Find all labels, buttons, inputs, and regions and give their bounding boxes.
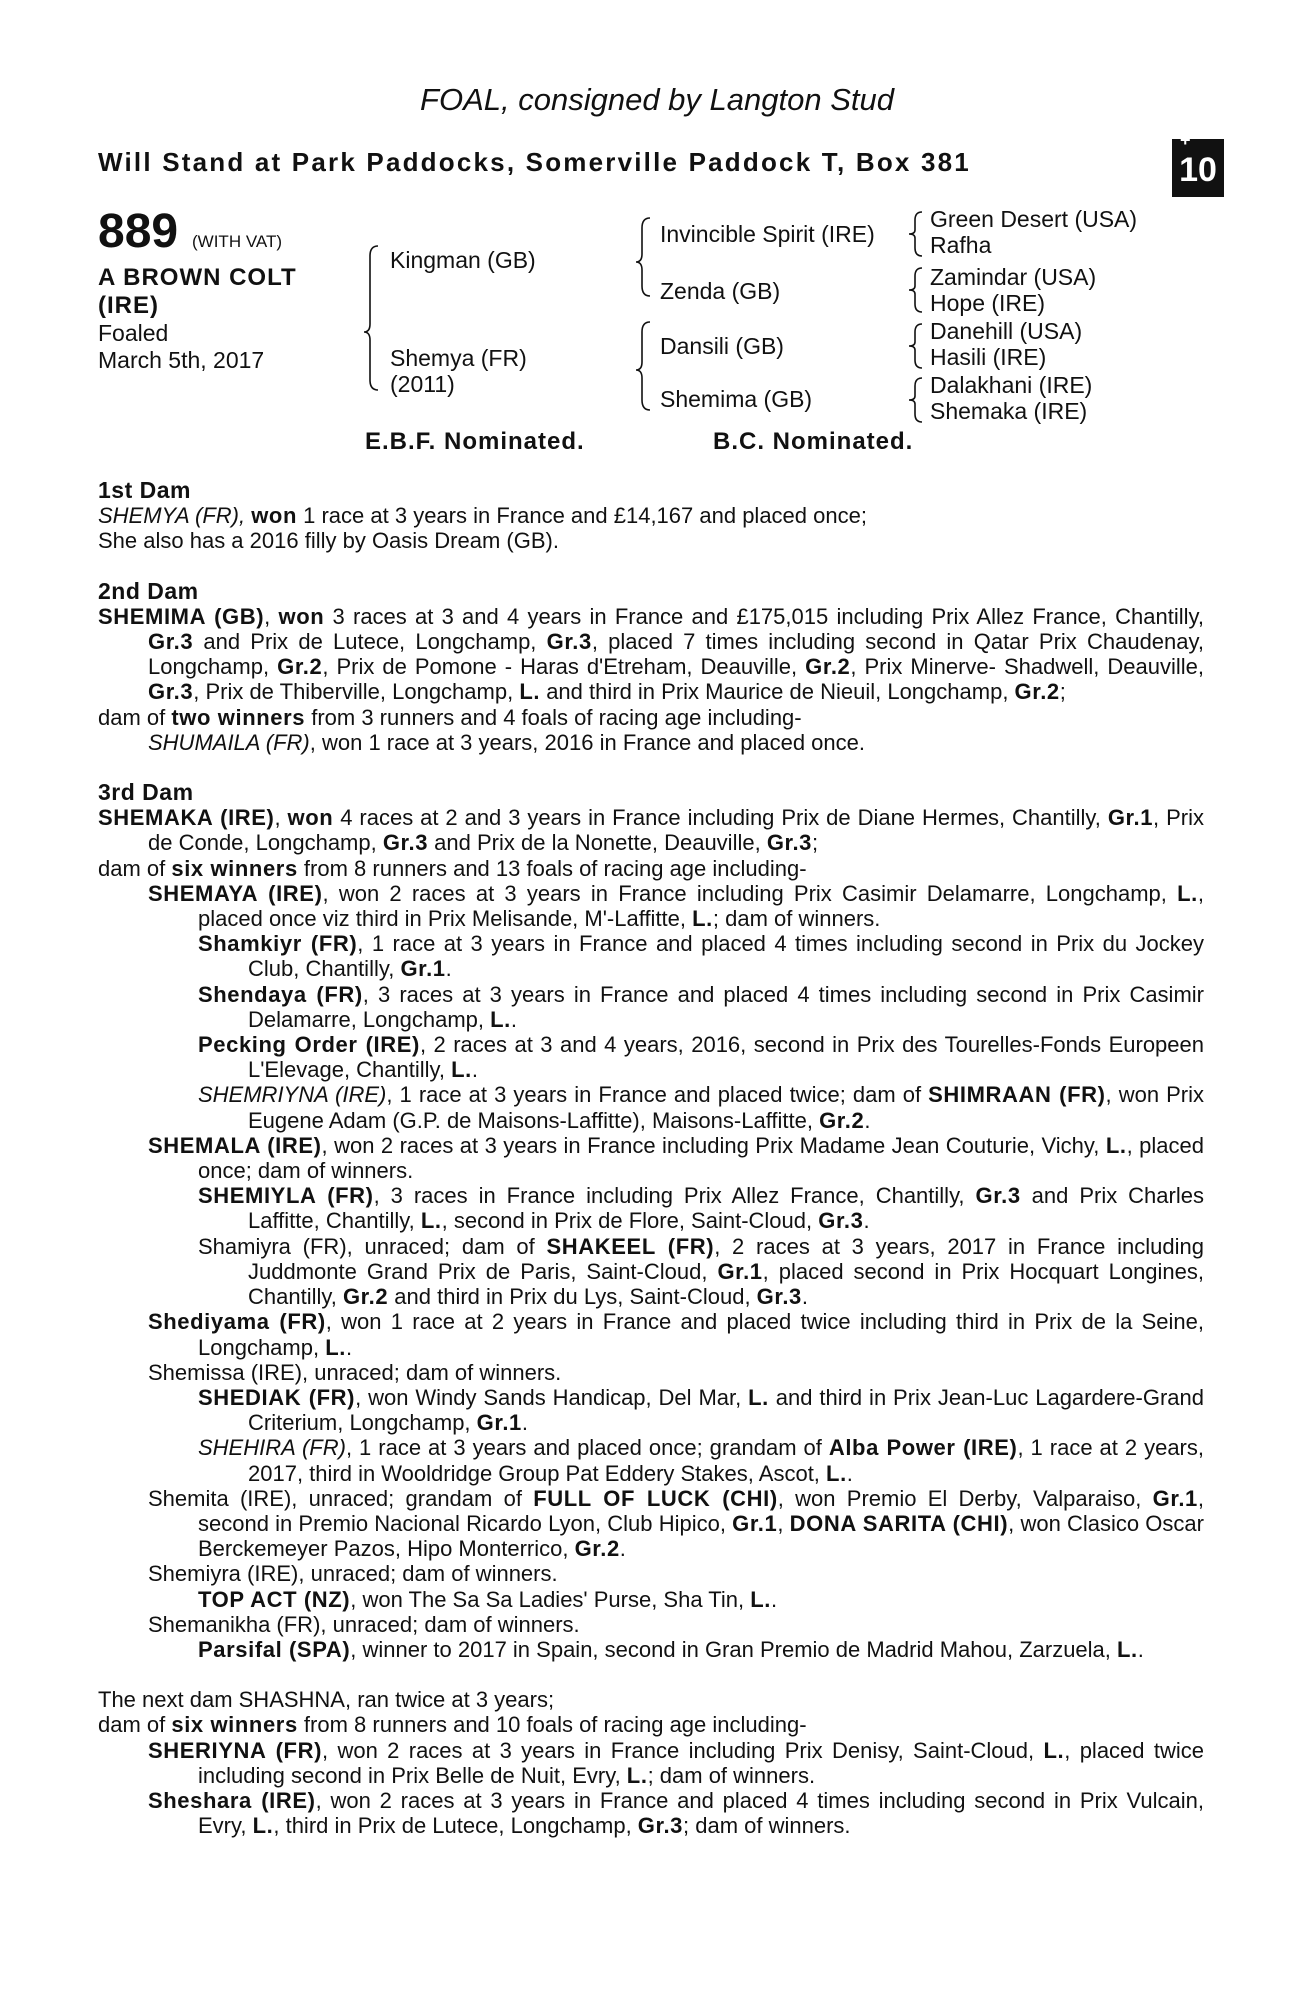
sire-sire-dam: Rafha	[930, 232, 992, 258]
bc-nominated: B.C. Nominated.	[713, 428, 914, 455]
sire-sire-sire: Green Desert (USA)	[930, 206, 1138, 232]
second-dam-record: SHEMIMA (GB), won 3 races at 3 and 4 years in France and £175,015 including Prix Allez France, Chantilly, Gr.3 and Prix de Lutece, Longchamp, Gr.3, placed 7 times including second in Qatar Prix Chaudenay, Longchamp, Gr.2, Prix de Pomone - Haras d'Etreham, Deauville, Gr.2, Prix Minerve- Shadwell, Deauville, Gr.3, Prix de Thiberville, Longchamp, L. and third in Prix Maurice de Nieuil, Longchamp, Gr.2;	[98, 603, 1204, 705]
third-dam-record: SHEMAKA (IRE), won 4 races at 2 and 3 years in France including Prix de Diane Hermes, Chantilly, Gr.1, Prix de Conde, Longchamp, Gr.3 and Prix de la Nonette, Deauville, Gr.3;	[98, 805, 1204, 856]
brace-sire-dam	[364, 246, 378, 390]
dam-dam-dam: Shemaka (IRE)	[930, 398, 1088, 424]
sire-name: Kingman (GB)	[390, 247, 536, 273]
foaled-date: March 5th, 2017	[98, 347, 265, 373]
next-dam-produce-summary: dam of six winners from 8 runners and 10 foals of racing age including-	[98, 1712, 807, 1738]
sire-dam-sire: Zamindar (USA)	[930, 264, 1097, 290]
foaled-label: Foaled	[98, 320, 169, 346]
brace-ds	[909, 324, 922, 368]
third-dam-heading: 3rd Dam	[98, 779, 194, 806]
brace-dd	[909, 378, 922, 422]
brace-sd	[909, 268, 922, 312]
brace-dam-line	[636, 322, 650, 410]
produce-shemita: Shemita (IRE), unraced; grandam of FULL OF LUCK (CHI), won Premio El Derby, Valparaiso, Gr.1, second in Premio Nacional Ricardo Lyon, Club Hipico, Gr.1, DONA SARITA (CHI), won Clasico Oscar Berckemeyer Pazos, Hipo Monterrico, Gr.2.	[148, 1485, 1204, 1562]
produce-shendaya: Shendaya (FR), 3 races at 3 years in France and placed 4 times including second in Prix Casimir Delamarre, Longchamp, L..	[198, 981, 1204, 1032]
produce-sheshara: Sheshara (IRE), won 2 races at 3 years in France and placed 4 times including second in Prix Vulcain, Evry, L., third in Prix de Lutece, Longchamp, Gr.3; dam of winners.	[148, 1787, 1204, 1839]
lot-number: 889	[98, 205, 179, 258]
produce-shediak: SHEDIAK (FR), won Windy Sands Handicap, Del Mar, L. and third in Prix Jean-Luc Lagardere-Grand Criterium, Longchamp, Gr.1.	[198, 1384, 1204, 1436]
produce-shemiyra: Shemiyra (IRE), unraced; dam of winners.	[148, 1561, 558, 1587]
produce-shemriyna: SHEMRIYNA (IRE), 1 race at 3 years in France and placed twice; dam of SHIMRAAN (FR), won Prix Eugene Adam (G.P. de Maisons-Laffitte), Maisons-Laffitte, Gr.2.	[198, 1082, 1205, 1133]
badge-number: 10	[1179, 151, 1217, 189]
produce-shehira: SHEHIRA (FR), 1 race at 3 years and placed once; grandam of Alba Power (IRE), 1 race at 2 years, 2017, third in Wooldridge Group Pat Eddery Stakes, Ascot, L..	[198, 1435, 1204, 1486]
dam-year: (2011)	[390, 371, 455, 397]
produce-sheriyna: SHERIYNA (FR), won 2 races at 3 years in France including Prix Denisy, Saint-Cloud, L., placed twice including second in Prix Belle de Nuit, Evry, L.; dam of winners.	[148, 1737, 1204, 1788]
sire-sire: Invincible Spirit (IRE)	[660, 221, 875, 247]
produce-shemala: SHEMALA (IRE), won 2 races at 3 years in France including Prix Madame Jean Couturie, Vichy, L., placed once; dam of winners.	[148, 1132, 1204, 1184]
produce-shemanikha: Shemanikha (FR), unraced; dam of winners.	[148, 1611, 580, 1637]
produce-shemissa: Shemissa (IRE), unraced; dam of winners.	[148, 1359, 562, 1385]
produce-parsifal: Parsifal (SPA), winner to 2017 in Spain, second in Gran Premio de Madrid Mahou, Zarzuela, L..	[198, 1636, 1144, 1662]
second-dam-produce-summary: dam of two winners from 3 runners and 4 foals of racing age including-	[98, 704, 802, 730]
dam-name: Shemya (FR)	[390, 345, 527, 371]
next-dam-record: The next dam SHASHNA, ran twice at 3 years;	[98, 1687, 555, 1713]
produce-shemaya: SHEMAYA (IRE), won 2 races at 3 years in France including Prix Casimir Delamarre, Longchamp, L., placed once viz third in Prix Melisande, M'-Laffitte, L.; dam of winners.	[148, 880, 1204, 932]
horse-line-2: (IRE)	[98, 292, 159, 319]
first-dam-heading: 1st Dam	[98, 477, 191, 503]
catalogue-body	[98, 478, 1204, 1838]
produce-shediyama: Shediyama (FR), won 1 race at 2 years in France and placed twice including third in Prix de la Seine, Longchamp, L..	[148, 1309, 1204, 1360]
produce-shamiyra: Shamiyra (FR), unraced; dam of SHAKEEL (FR), 2 races at 3 years, 2017 in France including Juddmonte Grand Prix de Paris, Saint-Cloud, Gr.1, placed second in Prix Hocquart Longines, Chantilly, Gr.2 and third in Prix du Lys, Saint-Cloud, Gr.3.	[198, 1233, 1205, 1310]
produce-shamkiyr: Shamkiyr (FR), 1 race at 3 years in France and placed 4 times including second in Prix du Jockey Club, Chantilly, Gr.1.	[198, 931, 1204, 982]
first-dam-produce: She also has a 2016 filly by Oasis Dream (GB).	[98, 528, 559, 554]
dam-sire: Dansili (GB)	[660, 333, 784, 359]
dam-dam: Shemima (GB)	[660, 386, 813, 412]
third-dam-produce-summary: dam of six winners from 8 runners and 13 foals of racing age including-	[98, 855, 807, 881]
produce-shumaila: SHUMAILA (FR), won 1 race at 3 years, 2016 in France and placed once.	[148, 729, 865, 755]
brace-sire-line	[636, 218, 650, 296]
sire-dam-dam: Hope (IRE)	[930, 290, 1046, 316]
produce-top-act: TOP ACT (NZ), won The Sa Sa Ladies' Purse, Sha Tin, L..	[198, 1586, 778, 1612]
dam-sire-sire: Danehill (USA)	[930, 318, 1083, 344]
ebf-nominated: E.B.F. Nominated.	[365, 428, 585, 455]
first-dam-record: SHEMYA (FR), won 1 race at 3 years in France and £14,167 and placed once;	[98, 503, 867, 529]
vat-note: (WITH VAT)	[192, 232, 283, 251]
brace-ss	[909, 212, 922, 256]
badge-plus: +	[1180, 130, 1191, 150]
produce-pecking-order: Pecking Order (IRE), 2 races at 3 and 4 years, 2016, second in Prix des Tourelles-Fonds Europeen L'Elevage, Chantilly, L..	[198, 1032, 1205, 1083]
sire-dam: Zenda (GB)	[660, 278, 781, 304]
produce-shemiyla: SHEMIYLA (FR), 3 races in France including Prix Allez France, Chantilly, Gr.3 and Prix Charles Laffitte, Chantilly, L., second in Prix de Flore, Saint-Cloud, Gr.3.	[198, 1183, 1204, 1234]
consignment-title: FOAL, consigned by Langton Stud	[420, 82, 894, 117]
stand-location: Will Stand at Park Paddocks, Somerville Paddock T, Box 381	[98, 147, 971, 177]
dam-dam-sire: Dalakhani (IRE)	[930, 372, 1093, 398]
second-dam-heading: 2nd Dam	[98, 577, 199, 604]
horse-line-1: A BROWN COLT	[98, 264, 297, 291]
dam-sire-dam: Hasili (IRE)	[930, 344, 1047, 370]
